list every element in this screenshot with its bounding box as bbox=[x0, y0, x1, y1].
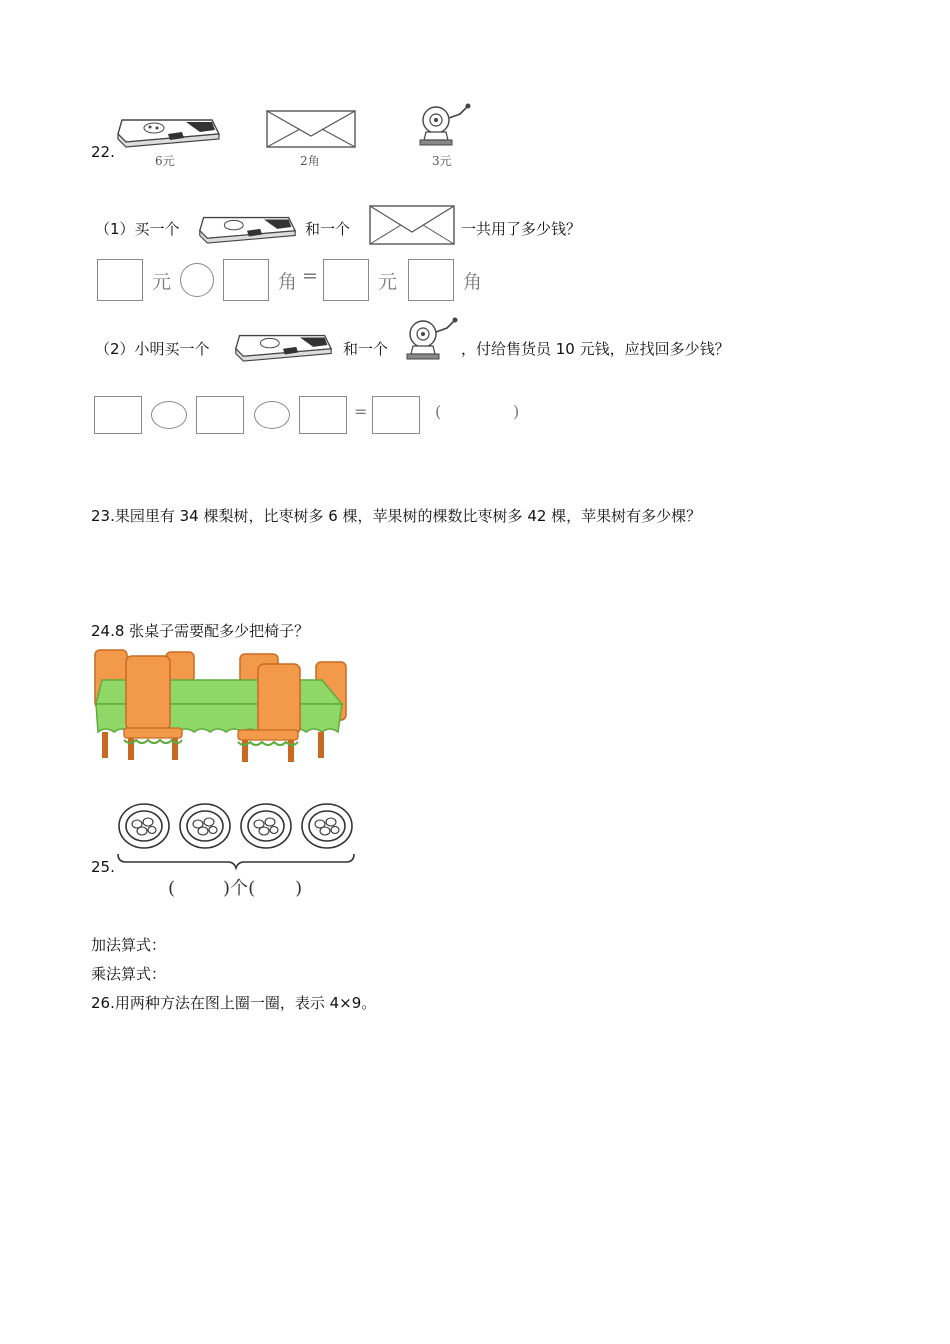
pencil-box-price: 6元 bbox=[155, 154, 175, 168]
unit-ge: 个 bbox=[230, 878, 249, 899]
table-chairs-illustration bbox=[90, 648, 352, 766]
envelope-icon bbox=[369, 205, 455, 245]
sharpener-price: 3元 bbox=[432, 154, 452, 168]
part1-suffix: 一共用了多少钱？ bbox=[461, 220, 582, 238]
question-23: 23.果园里有 34 棵梨树，比枣树多 6 棵，苹果树的棵数比枣树多 42 棵，苹果树有多少棵？ bbox=[91, 507, 702, 525]
part2-prefix: （2）小明买一个 bbox=[95, 340, 210, 358]
operator-circle[interactable] bbox=[180, 263, 214, 297]
operator-circle[interactable] bbox=[254, 401, 290, 429]
pencil-box-icon bbox=[116, 112, 220, 148]
part2-suffix: ，付给售货员 10 元钱，应找回多少钱？ bbox=[461, 340, 730, 358]
unit-jiao: 角 bbox=[278, 271, 298, 293]
part2-middle: 和一个 bbox=[343, 340, 389, 358]
answer-box[interactable] bbox=[323, 259, 369, 301]
answer-box[interactable] bbox=[196, 396, 244, 434]
paren-close: ) bbox=[295, 878, 303, 899]
paren-open: ( bbox=[435, 402, 442, 421]
unit-yuan: 元 bbox=[378, 271, 398, 293]
answer-box[interactable] bbox=[94, 396, 142, 434]
envelope-icon bbox=[266, 110, 356, 148]
answer-box[interactable] bbox=[408, 259, 454, 301]
question-24: 24.8 张桌子需要配多少把椅子？ bbox=[91, 622, 310, 640]
answer-box[interactable] bbox=[97, 259, 143, 301]
part1-middle: 和一个 bbox=[305, 220, 351, 238]
sharpener-icon bbox=[416, 102, 472, 148]
pencil-box-icon bbox=[195, 210, 299, 244]
question-22-number: 22. bbox=[91, 143, 115, 161]
egg-baskets-illustration bbox=[116, 802, 360, 868]
part1-prefix: （1）买一个 bbox=[95, 220, 180, 238]
equals-sign: = bbox=[302, 265, 318, 287]
paren-open: ( bbox=[248, 878, 256, 899]
unit-jiao: 角 bbox=[463, 271, 483, 293]
answer-box[interactable] bbox=[223, 259, 269, 301]
answer-box[interactable] bbox=[299, 396, 347, 434]
unit-yuan: 元 bbox=[152, 271, 172, 293]
basket-count-label bbox=[168, 874, 302, 900]
pencil-box-icon bbox=[229, 328, 337, 362]
paren-open: ( bbox=[168, 878, 176, 899]
paren-close: ) bbox=[513, 402, 520, 421]
question-25-number: 25. bbox=[91, 858, 115, 876]
operator-circle[interactable] bbox=[151, 401, 187, 429]
envelope-price: 2角 bbox=[300, 154, 320, 168]
equals-sign: = bbox=[354, 402, 368, 421]
multiplication-formula-label: 乘法算式： bbox=[91, 965, 167, 983]
question-26: 26.用两种方法在图上圈一圈，表示 4×9。 bbox=[91, 994, 377, 1012]
answer-box[interactable] bbox=[372, 396, 420, 434]
addition-formula-label: 加法算式： bbox=[91, 936, 167, 954]
paren-close: ) bbox=[223, 878, 231, 899]
sharpener-icon bbox=[403, 316, 459, 362]
